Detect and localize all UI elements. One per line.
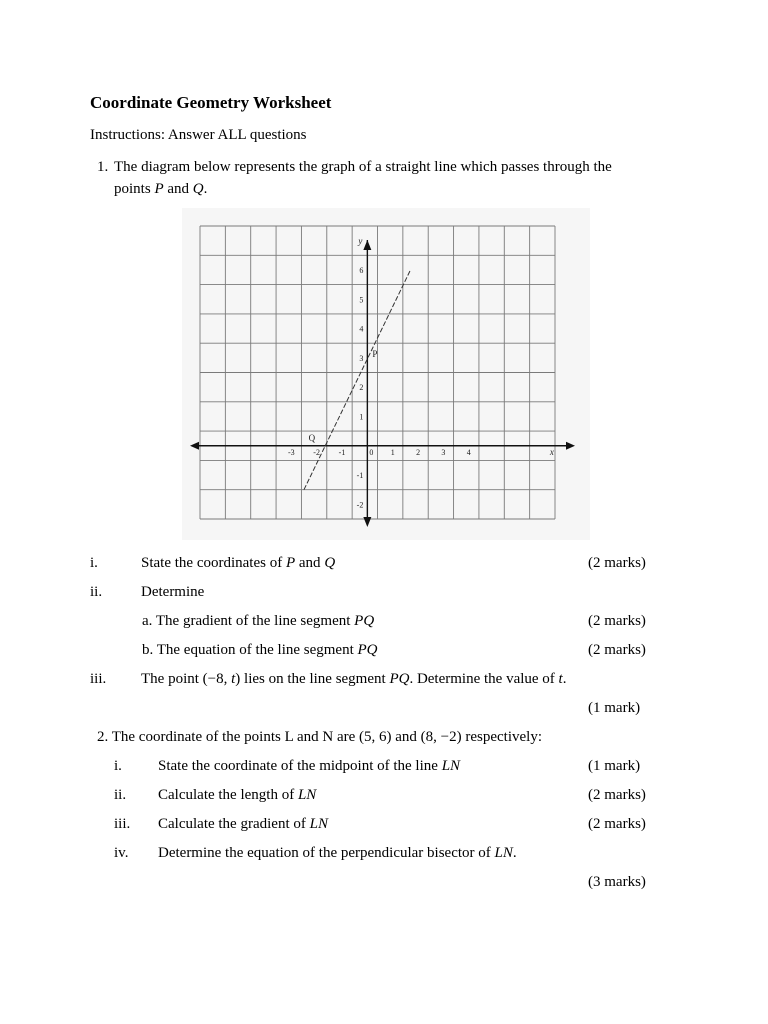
q1-ii-b-marks: (2 marks) — [588, 642, 646, 658]
q1-ii-b-text: b. The equation of the line segment PQ — [142, 642, 378, 658]
x-tick-label: 4 — [466, 447, 471, 457]
q2-iii-text: Calculate the gradient of LN — [158, 816, 328, 832]
point-P-label: P — [372, 348, 378, 359]
y-tick-label: -1 — [356, 471, 364, 481]
q1-i-marks: (2 marks) — [588, 555, 646, 571]
x-tick-label: -3 — [287, 447, 295, 457]
q1-ii-a-marks: (2 marks) — [588, 613, 646, 629]
worksheet-title: Coordinate Geometry Worksheet — [90, 93, 332, 112]
y-tick-label: 5 — [359, 295, 364, 305]
q2-i-text: State the coordinate of the midpoint of the line LN — [158, 758, 461, 774]
y-tick-label: 4 — [359, 324, 364, 334]
x-axis-arrow-right-icon — [566, 442, 575, 450]
y-tick-label: 2 — [359, 383, 364, 393]
x-axis-label: x — [549, 446, 554, 457]
q1-iii-marks: (1 mark) — [588, 700, 641, 716]
q1-ii-number: ii. — [90, 584, 103, 600]
q1-iii-number: iii. — [90, 671, 107, 687]
q1-i-number: i. — [90, 555, 98, 571]
q1-text-line1: The diagram below represents the graph of a straight line which passes through the — [114, 159, 612, 175]
q1-number: 1. — [97, 159, 109, 175]
q1-ii-a-text: a. The gradient of the line segment PQ — [142, 613, 375, 629]
x-tick-label: 0 — [369, 447, 374, 457]
q2-iv-number: iv. — [114, 845, 129, 861]
y-axis-arrow-down-icon — [363, 517, 371, 527]
y-tick-label: 3 — [359, 353, 364, 363]
q2-ii-marks: (2 marks) — [588, 787, 646, 803]
y-tick-label: 1 — [359, 412, 364, 422]
y-tick-label: -2 — [356, 500, 364, 510]
q2-ii-number: ii. — [114, 787, 127, 803]
point-Q-label: Q — [308, 432, 316, 443]
y-axis-label: y — [358, 236, 363, 246]
line-graph — [182, 208, 590, 540]
x-tick-label: 1 — [390, 447, 395, 457]
q1-i-text: State the coordinates of P and Q — [141, 555, 336, 571]
q1-iii-text: The point (−8, t) lies on the line segment PQ. Determine the value of t. — [141, 671, 567, 687]
y-tick-label: 6 — [359, 265, 364, 275]
q2-iii-marks: (2 marks) — [588, 816, 646, 832]
q2-text: 2. The coordinate of the points L and N are (5, 6) and (8, −2) respectively: — [97, 729, 542, 745]
q1-text-line2: points P and Q. — [114, 181, 208, 197]
x-tick-label: -1 — [338, 447, 346, 457]
q2-iv-text: Determine the equation of the perpendicular bisector of LN. — [158, 845, 517, 861]
x-tick-label: -2 — [313, 447, 320, 457]
q2-iv-marks: (3 marks) — [588, 874, 646, 890]
q2-iii-number: iii. — [114, 816, 131, 832]
x-tick-label: 2 — [416, 447, 421, 457]
q2-i-marks: (1 mark) — [588, 758, 641, 774]
q2-i-number: i. — [114, 758, 122, 774]
q2-ii-text: Calculate the length of LN — [158, 787, 317, 803]
instructions: Instructions: Answer ALL questions — [90, 127, 307, 143]
y-axis-arrow-up-icon — [363, 240, 371, 250]
x-axis-arrow-left-icon — [190, 442, 199, 450]
x-tick-label: 3 — [441, 447, 446, 457]
graph-svg — [182, 208, 590, 540]
q1-ii-text: Determine — [141, 584, 205, 600]
